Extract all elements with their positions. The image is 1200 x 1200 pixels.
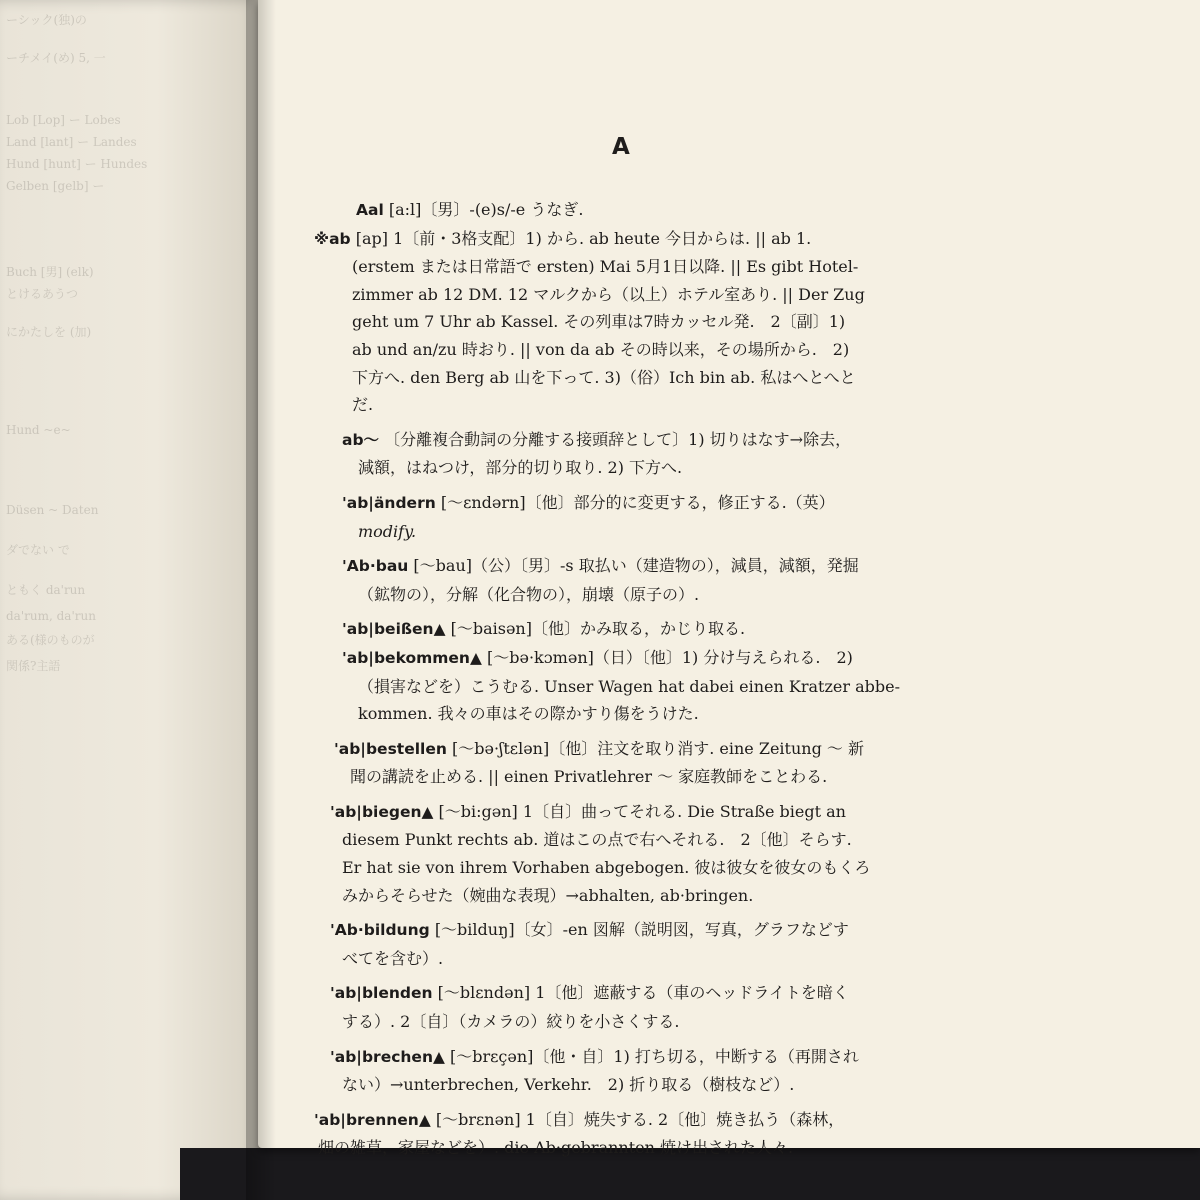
headword: 'ab|ändern	[342, 493, 436, 512]
left-page-text: Lob [Lop] ー Lobes	[6, 113, 121, 127]
entry-text: [～bilduŋ]〔女〕-en 図解（説明図，写真，グラフなどす	[434, 920, 849, 940]
entry-line: kommen. 我々の車はその際かすり傷をうけた.	[358, 704, 699, 724]
headword: 'ab|brennen▲	[314, 1110, 431, 1129]
entry-line: (erstem または日常語で ersten) Mai 5月1日以降. || Es gibt Hotel-	[352, 257, 859, 277]
entry-text: [～εndərn]〔他〕部分的に変更する，修正する.（英）	[440, 492, 835, 512]
entry-line: みからそらせた（婉曲な表現）→abhalten, ab·bringen.	[342, 885, 754, 905]
entry-text: [～bau]（公）〔男〕-s 取払い（建造物の），減員，減額，発掘	[413, 556, 859, 576]
entry-abbrechen	[300, 1043, 960, 1072]
entry-line: geht um 7 Uhr ab Kassel. その列車は7時カッセル発. 2〔副〕1)	[352, 312, 846, 332]
entry-text: [～blεndən] 1〔他〕遮蔽する（車のヘッドライトを暗く	[437, 983, 849, 1003]
entry-text: [a:l]〔男〕-(e)s/-e うなぎ.	[388, 200, 584, 219]
entry-abaendern	[300, 489, 960, 518]
entry-aal	[300, 196, 960, 225]
entry-abbeissen	[300, 615, 960, 644]
entry-line: zimmer ab 12 DM. 12 マルクから（以上）ホテル室あり. || Der Zug	[352, 284, 865, 304]
headword: 'ab|bekommen▲	[342, 648, 482, 667]
entry-abbildung	[300, 916, 960, 945]
left-page-text: Buch [男] (elk)	[6, 265, 94, 279]
headword: 'ab|brechen▲	[330, 1047, 445, 1066]
headword: 'ab|blenden	[330, 984, 433, 1003]
entry-line: ab und an/zu 時おり. || von da ab その時以来，その場所から. 2)	[352, 339, 850, 359]
left-page-text: ダでない で	[6, 543, 70, 557]
headword: 'Ab·bau	[342, 557, 409, 576]
left-page-text: ともく da'run	[6, 583, 86, 597]
entry-text: [～bə·kɔmən]（日）〔他〕1) 分け与えられる. 2)	[486, 647, 853, 667]
entry-text: [～brεnən] 1〔自〕焼失する. 2〔他〕焼き払う（森林，	[435, 1109, 845, 1129]
entry-text: [～bə·ʃtεlən]〔他〕注文を取り消す. eine Zeitung ～ 新	[451, 738, 864, 758]
entry-abbau	[300, 552, 960, 581]
entry-line: する）. 2〔自〕（カメラの）絞りを小さくする.	[342, 1012, 680, 1032]
left-page-text: Hund ~e~	[6, 423, 71, 437]
entry-text: [～brεçən]〔他・自〕1) 打ち切る，中断する（再開され	[450, 1046, 859, 1066]
headword: Aal	[356, 201, 384, 219]
left-page-text: ーチメイ(め) 5, 一	[6, 51, 106, 65]
entry-line: 減額，はねつけ，部分的切り取り. 2) 下方へ.	[358, 458, 683, 478]
section-letter: A	[612, 134, 630, 160]
entry-abbekommen	[300, 644, 960, 673]
entry-line: （鉱物の），分解（化合物の），崩壊（原子の）.	[358, 584, 700, 604]
entry-ab	[300, 225, 960, 254]
left-page-text: Gelben [gelb] ー	[6, 179, 105, 193]
entry-line: （損害などを）こうむる. Unser Wagen hat dabei einen Kratzer abbe-	[358, 676, 900, 696]
left-page	[0, 0, 262, 1200]
entry-ab-prefix	[300, 426, 960, 455]
entry-line: 畑の雑草，家屋などを）. die Ab·gebrannten 焼け出された人々.	[318, 1138, 794, 1158]
left-page-text: にかたしを (加)	[6, 325, 92, 339]
entry-text: [～bi:gən] 1〔自〕曲ってそれる. Die Straße biegt an	[438, 801, 846, 821]
entry-abbestellen	[300, 735, 960, 764]
left-page-text: Land [lant] ー Landes	[6, 135, 137, 149]
entry-abbrennen	[300, 1106, 960, 1135]
entry-abblenden	[300, 979, 960, 1008]
left-page-text: Düsen ~ Daten	[6, 503, 99, 517]
entry-line: diesem Punkt rechts ab. 道はこの点で右へそれる. 2〔他〕そらす.	[342, 830, 852, 850]
left-page-text: Hund [hunt] ー Hundes	[6, 157, 148, 171]
headword: 'ab|biegen▲	[330, 802, 434, 821]
entry-text: [～baisən]〔他〕かみ取る，かじり取る.	[450, 619, 746, 639]
left-page-text: ーシック(独)の	[6, 13, 87, 27]
entry-line: modify.	[358, 521, 417, 541]
entry-line: ない）→unterbrechen, Verkehr. 2) 折り取る（樹枝など）.	[342, 1075, 795, 1095]
binding-shadow	[246, 0, 276, 1200]
entry-line: 聞の講読を止める. || einen Privatlehrer ～ 家庭教師をことわる.	[350, 767, 828, 787]
entry-line: 下方へ. den Berg ab 山を下って. 3)（俗）Ich bin ab. 私はへとへと	[352, 367, 856, 387]
left-page-text: とけるあうつ	[6, 287, 79, 301]
entry-abbiegen	[300, 798, 960, 827]
headword: 'Ab·bildung	[330, 921, 430, 940]
dictionary-entries	[300, 196, 960, 1162]
left-page-text: 関係?主語	[6, 659, 61, 673]
entry-text: 〔分離複合動詞の分離する接頭辞として〕1) 切りはなす→除去，	[384, 429, 852, 449]
headword: ab～	[342, 430, 380, 449]
headword: ※ab	[314, 229, 351, 248]
left-page-text: da'rum, da'run	[6, 609, 96, 623]
left-page-text: ある(様のものが	[6, 633, 95, 647]
entry-line: Er hat sie von ihrem Vorhaben abgebogen. 彼は彼女を彼女のもくろ	[342, 858, 871, 878]
entry-text: [ap] 1〔前・3格支配〕1) から. ab heute 今日からは. || ab 1.	[355, 228, 812, 248]
entry-line: べてを含む）.	[342, 948, 444, 968]
headword: 'ab|beißen▲	[342, 620, 446, 639]
headword: 'ab|bestellen	[334, 739, 447, 758]
entry-line: だ.	[352, 395, 374, 415]
